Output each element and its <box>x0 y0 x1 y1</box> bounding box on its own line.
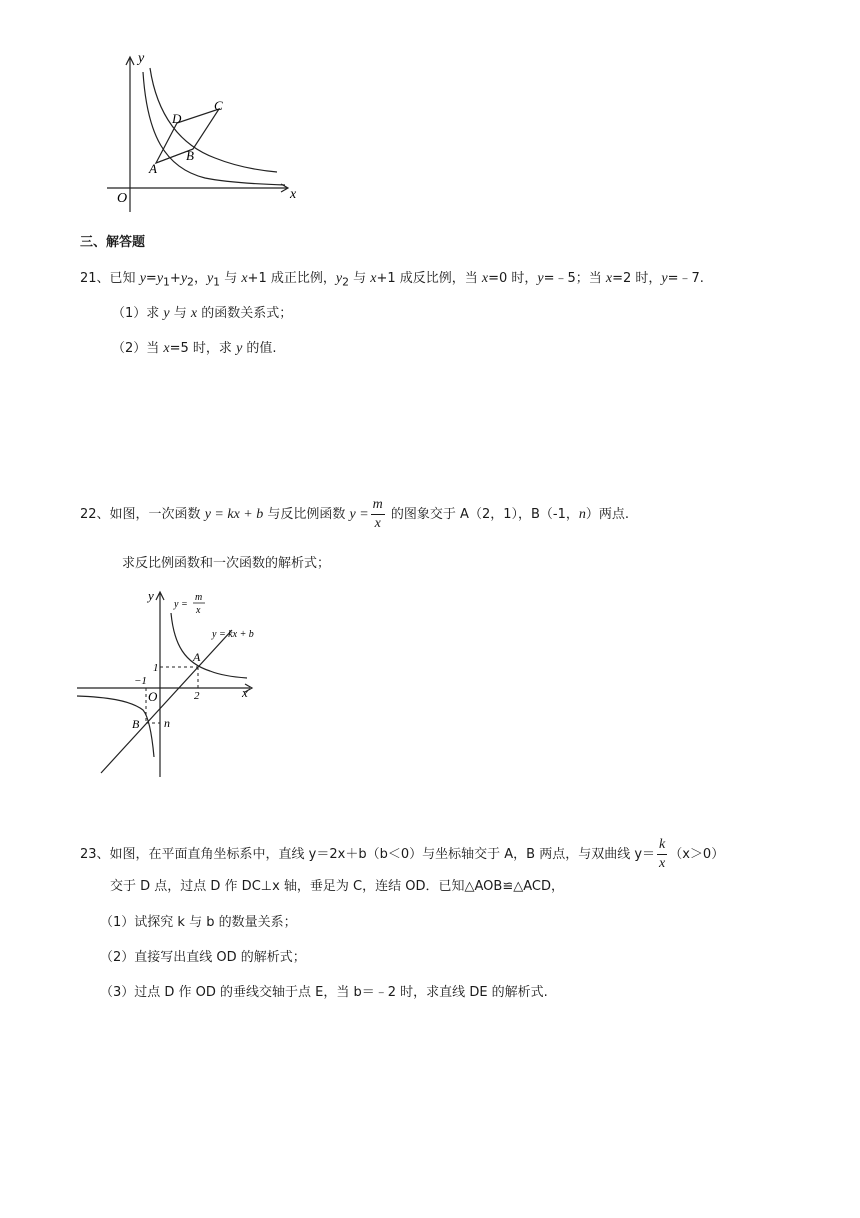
line-label: y = kx + b <box>212 629 254 640</box>
hyperbola-branch-2 <box>77 696 154 757</box>
label-y: y <box>138 51 145 66</box>
inner-curve <box>143 72 285 185</box>
label-origin: O <box>117 191 128 206</box>
q23-part-1: （1）试探究 k 与 b 的数量关系； <box>100 915 297 930</box>
tick-n: n <box>164 716 170 730</box>
q22-stem: 22、如图，一次函数 y = kx + b 与反比例函数 y = $\frac{m}{x}$ 的图象交于 A（2，1），B（-1，n）两点. <box>80 497 630 531</box>
label-b: B <box>186 148 194 163</box>
label-b: B <box>132 717 140 731</box>
q23-stem-line-1: 23、如图，在平面直角坐标系中，直线 y＝2x＋b（b＜0）与坐标轴交于 A，B 两点，与双曲线 y＝ $\frac{k}{x}$ （x＞0） <box>80 837 725 871</box>
tick-neg1: −1 <box>134 675 147 687</box>
label-x: x <box>242 685 248 700</box>
linear-function: y = kx + b <box>204 507 264 522</box>
q23-number: 23、 <box>80 847 110 862</box>
q21-part-2: （2）当 x=5 时，求 y 的值. <box>112 341 277 356</box>
q23-stem-line-2: 交于 D 点，过点 D 作 DC⊥x 轴，垂足为 C，连结 OD．已知△AOB≌△ACD， <box>110 879 564 894</box>
linear-line <box>101 630 232 773</box>
q23-part-3: （3）过点 D 作 OD 的垂线交轴于点 E，当 b＝﹣2 时，求直线 DE 的解析式. <box>100 985 548 1000</box>
hyperbola-branch-1 <box>171 613 247 678</box>
section-title: 三、解答题 <box>80 235 146 250</box>
q22-number: 22、 <box>80 507 110 522</box>
q22-sub: 求反比例函数和一次函数的解析式； <box>122 556 331 571</box>
q21-number: 21、 <box>80 271 110 286</box>
label-x: x <box>290 187 297 202</box>
fraction-k-over-x: $\frac{k}{x}$ <box>659 837 666 871</box>
label-y: y <box>148 588 154 603</box>
tick-2: 2 <box>194 690 200 702</box>
figure-2-graph <box>75 585 265 780</box>
q21-stem: 21、已知 $y=y_1+y_2$，$y_1$ 与 x+1 成正比例，$y_2$ 与 x+1 成反比例，当 x=0 时，y=﹣5；当 x=2 时，y=﹣7. <box>80 271 704 289</box>
curve-label-den: x <box>196 605 201 616</box>
q23-part-2: （2）直接写出直线 OD 的解析式； <box>100 950 306 965</box>
figure-1-graph <box>95 40 315 215</box>
fraction-m-over-x: $\frac{m}{x}$ <box>372 497 383 531</box>
label-a: A <box>193 650 201 664</box>
q21-part-1: （1）求 y 与 x 的函数关系式； <box>112 306 293 321</box>
curve-label-num: m <box>195 592 203 603</box>
curve-label-prefix: y = <box>174 599 188 610</box>
tick-1: 1 <box>153 662 159 674</box>
label-c: C <box>214 98 223 113</box>
label-a: A <box>149 161 157 176</box>
label-d: D <box>172 111 182 126</box>
label-origin: O <box>148 689 158 704</box>
